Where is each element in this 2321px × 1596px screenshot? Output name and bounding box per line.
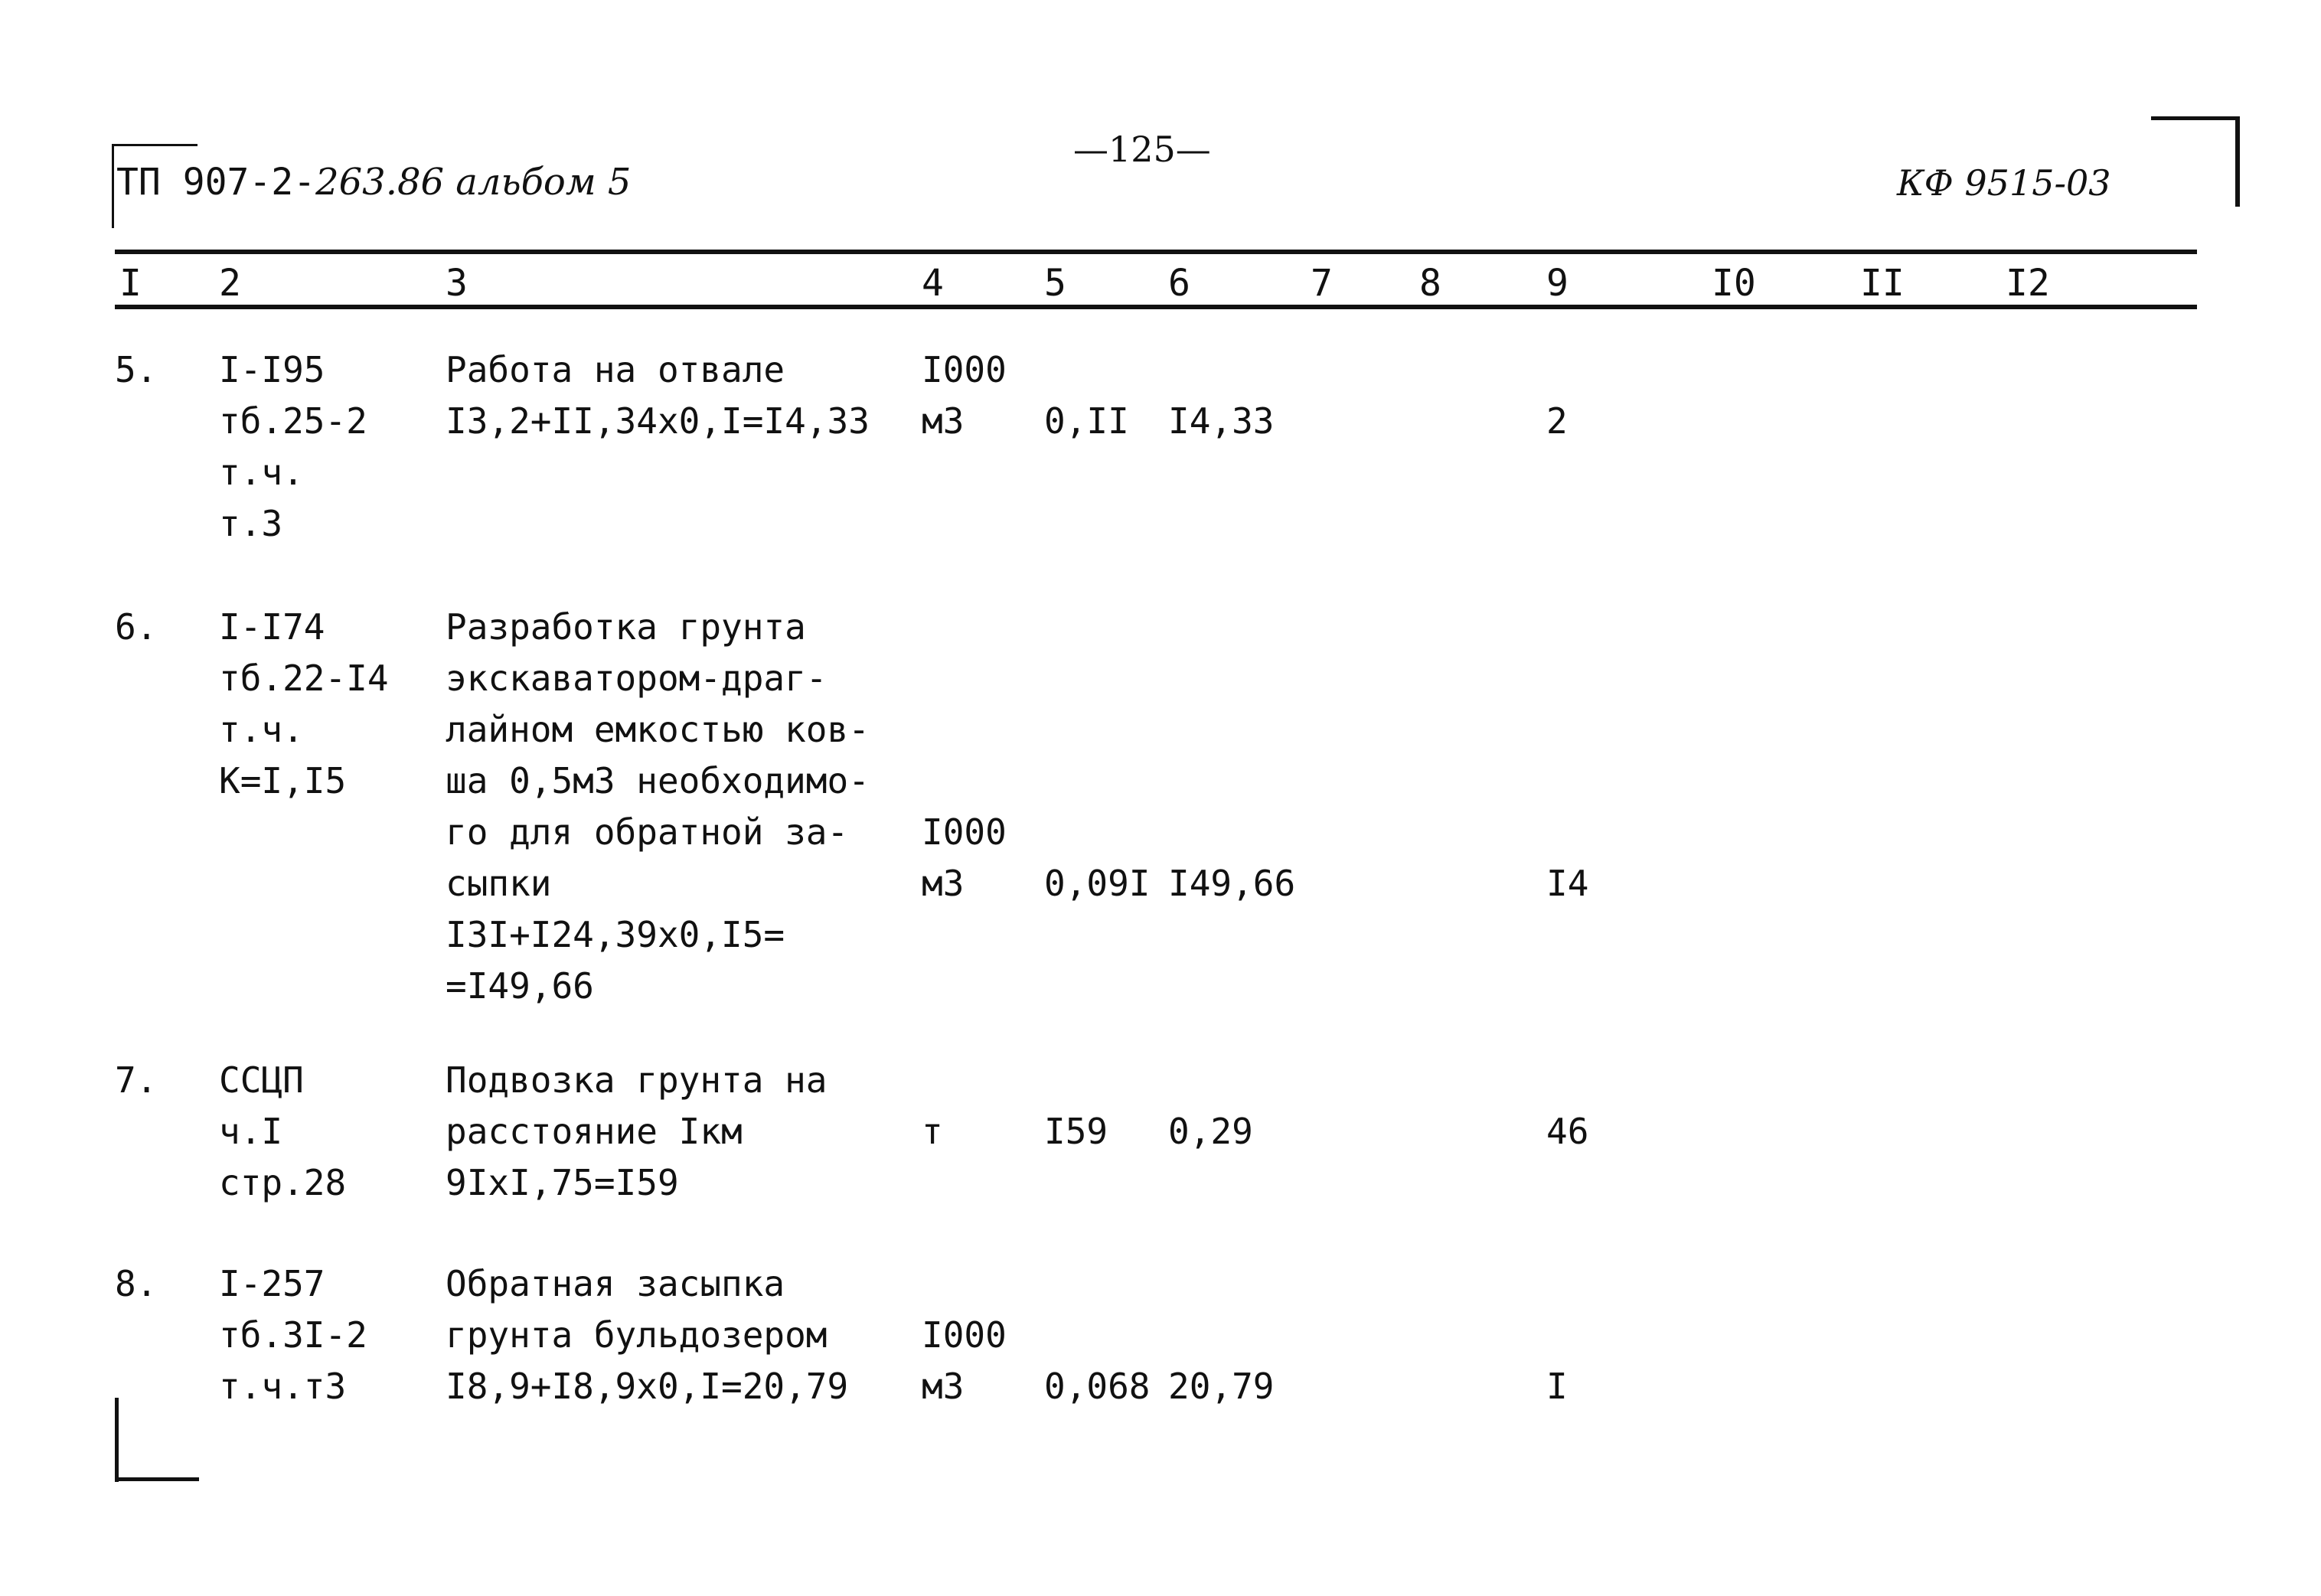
column-header-11: II: [1860, 262, 1905, 305]
table-row-5-description: Работа на отвале I3,2+II,34x0,I=I4,33: [446, 349, 870, 442]
table-row-5-ref: I-I95 тб.25-2 т.ч. т.3: [219, 349, 367, 544]
document-code: [116, 161, 631, 204]
table-row-6-col6: I49,66: [1168, 863, 1296, 904]
frame-bottom-left-h: [115, 1477, 199, 1481]
frame-top-left-v: [112, 144, 114, 228]
table-row-6-description: Разработка грунта экскаватором-драг- лайном емкостью ков- ша 0,5м3 необходимо- го для обратной за- сыпки I3I+I24,39x0,I5= =I49,66: [446, 606, 870, 1007]
page-number: —125—: [1073, 129, 1211, 170]
table-row-7-col6: 0,29: [1168, 1111, 1253, 1152]
frame-top-left-h: [113, 144, 197, 146]
sheet-code: КФ 9515-03: [1897, 162, 2111, 204]
column-header-8: 8: [1419, 262, 1441, 305]
column-header-1: I: [119, 262, 142, 305]
document-code-handwritten: 263.86 альбом 5: [315, 161, 632, 204]
column-header-4: 4: [922, 262, 944, 305]
table-row-6-unit: I000 м3: [922, 811, 1007, 904]
column-header-6: 6: [1168, 262, 1190, 305]
column-header-2: 2: [219, 262, 241, 305]
table-row-7-number: 7.: [115, 1059, 158, 1101]
document-code-typed: ТП 907-2-: [116, 161, 316, 204]
column-header-3: 3: [446, 262, 468, 305]
table-row-6-quantity: 0,09I: [1044, 863, 1151, 904]
table-row-5-quantity: 0,II: [1044, 400, 1129, 442]
table-row-5-number: 5.: [115, 349, 158, 390]
table-row-8-col6: 20,79: [1168, 1366, 1275, 1407]
table-row-7-quantity: I59: [1044, 1111, 1108, 1152]
frame-bottom-left-v: [115, 1398, 119, 1482]
table-row-6-number: 6.: [115, 606, 158, 648]
table-row-7-ref: ССЦП ч.I стр.28: [219, 1059, 347, 1203]
table-row-8-number: 8.: [115, 1263, 158, 1304]
table-row-8-unit: I000 м3: [922, 1314, 1007, 1407]
frame-top-right-h: [2151, 116, 2240, 120]
table-row-8-col9: I: [1546, 1366, 1568, 1407]
table-row-8-description: Обратная засыпка грунта бульдозером I8,9+I8,9x0,I=20,79: [446, 1263, 849, 1407]
table-header-rule: [115, 305, 2197, 309]
table-row-5-unit: I000 м3: [922, 349, 1007, 442]
table-row-7-description: Подвозка грунта на расстояние Iкм 9IxI,75=I59: [446, 1059, 828, 1203]
column-header-5: 5: [1044, 262, 1066, 305]
column-header-7: 7: [1311, 262, 1333, 305]
frame-top-right-v: [2235, 116, 2240, 207]
table-row-5-col6: I4,33: [1168, 400, 1275, 442]
table-row-8-quantity: 0,068: [1044, 1366, 1151, 1407]
column-header-9: 9: [1546, 262, 1569, 305]
table-row-6-ref: I-I74 тб.22-I4 т.ч. К=I,I5: [219, 606, 389, 801]
table-row-5-col9: 2: [1546, 400, 1568, 442]
table-row-7-col9: 46: [1546, 1111, 1589, 1152]
table-top-rule: [115, 250, 2197, 254]
column-header-12: I2: [2006, 262, 2050, 305]
table-row-6-col9: I4: [1546, 863, 1589, 904]
table-row-8-ref: I-257 тб.3I-2 т.ч.т3: [219, 1263, 367, 1407]
table-row-7-unit: т: [922, 1111, 943, 1152]
column-header-10: I0: [1712, 262, 1756, 305]
